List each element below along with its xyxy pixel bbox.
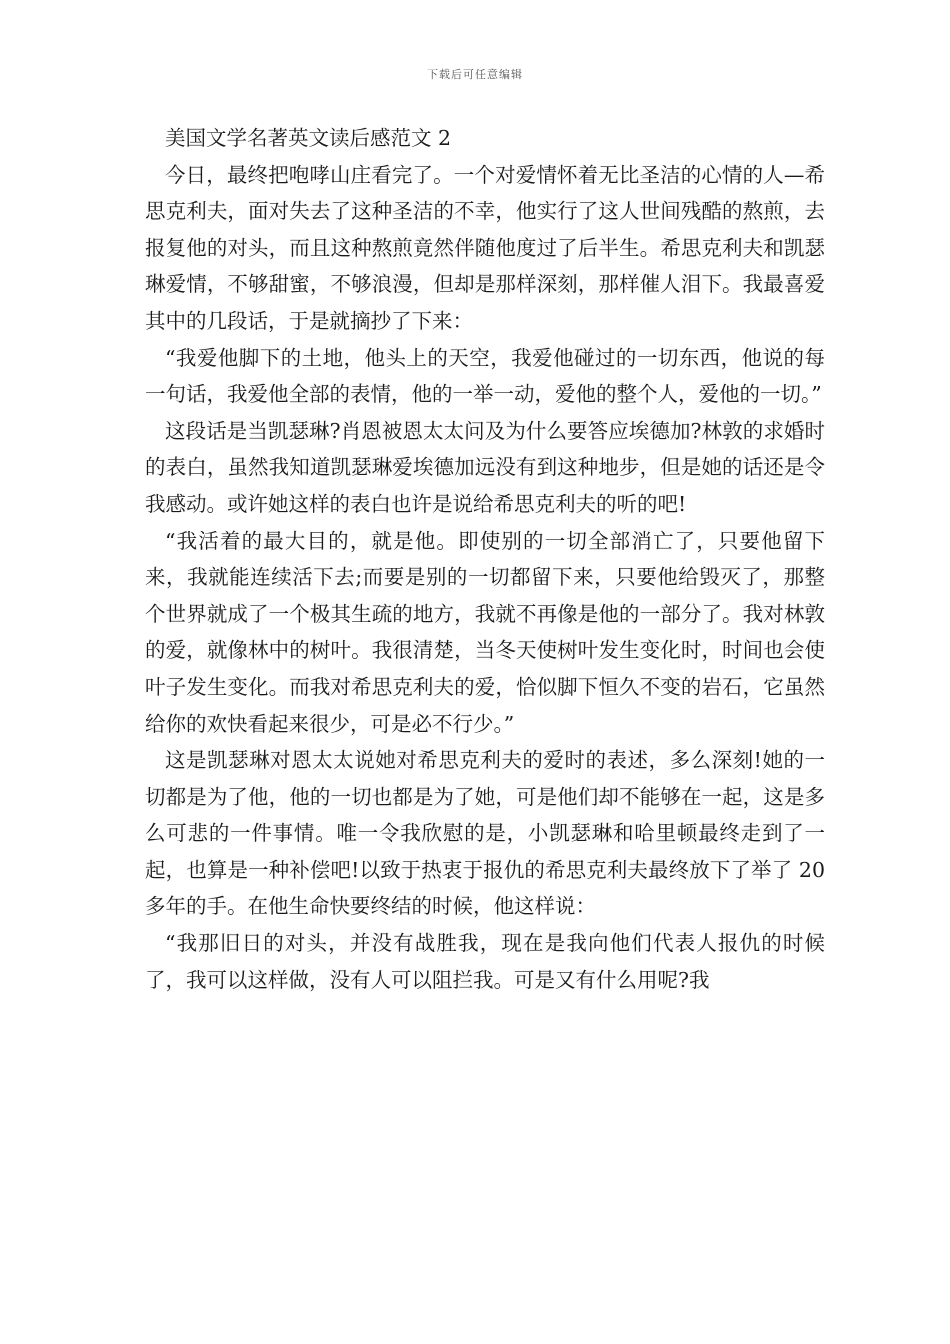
paragraph-6: “我那旧日的对头，并没有战胜我，现在是我向他们代表人报仇的时候了，我可以这样做，没有人可以阻拦我。可是又有什么用呢?我	[145, 931, 825, 992]
document-title: 美国文学名著英文读后感范文 2	[165, 126, 452, 150]
paragraph-1: 今日，最终把咆哮山庄看完了。一个对爱情怀着无比圣洁的心情的人—希思克利夫，面对失去了这种圣洁的不幸，他实行了这人世间残酷的熬煎，去报复他的对头，而且这种熬煎竟然伴随他度过了后半生。希思克利夫和凯瑟琳爱情，不够甜蜜，不够浪漫，但却是那样深刻，那样催人泪下。我最喜爱其中的几段话，于是就摘抄了下来：	[145, 162, 825, 333]
page-header: 下载后可任意编辑	[427, 68, 523, 81]
paragraph-2: “我爱他脚下的土地，他头上的天空，我爱他碰过的一切东西，他说的每一句话，我爱他全部的表情，他的一举一动，爱他的整个人，爱他的一切。”	[145, 345, 825, 407]
document-body	[145, 120, 825, 998]
paragraph-4: “我活着的最大目的，就是他。即使别的一切全部消亡了，只要他留下来，我就能连续活下去;而要是别的一切都留下来，只要他给毁灭了，那整个世界就成了一个极其生疏的地方，我就不再像是他的一部分了。我对林敦的爱，就像林中的树叶。我很清楚，当冬天使树叶发生变化时，时间也会使叶子发生变化。而我对希思克利夫的爱，恰似脚下恒久不变的岩石，它虽然给你的欢快看起来很少，可是必不行少。”	[145, 528, 825, 736]
paragraph-3: 这段话是当凯瑟琳?肖恩被恩太太问及为什么要答应埃德加?林敦的求婚时的表白，虽然我知道凯瑟琳爱埃德加远没有到这种地步，但是她的话还是令我感动。或许她这样的表白也许是说给希思克利夫的听的吧!	[145, 418, 825, 516]
paragraph-5: 这是凯瑟琳对恩太太说她对希思克利夫的爱时的表述，多么深刻!她的一切都是为了他，他的一切也都是为了她，可是他们却不能够在一起，这是多么可悲的一件事情。唯一令我欣慰的是，小凯瑟琳和哈里顿最终走到了一起，也算是一种补偿吧!以致于热衷于报仇的希思克利夫最终放下了举了 20 多年的手。在他生命快要终结的时候，他这样说：	[145, 748, 825, 919]
